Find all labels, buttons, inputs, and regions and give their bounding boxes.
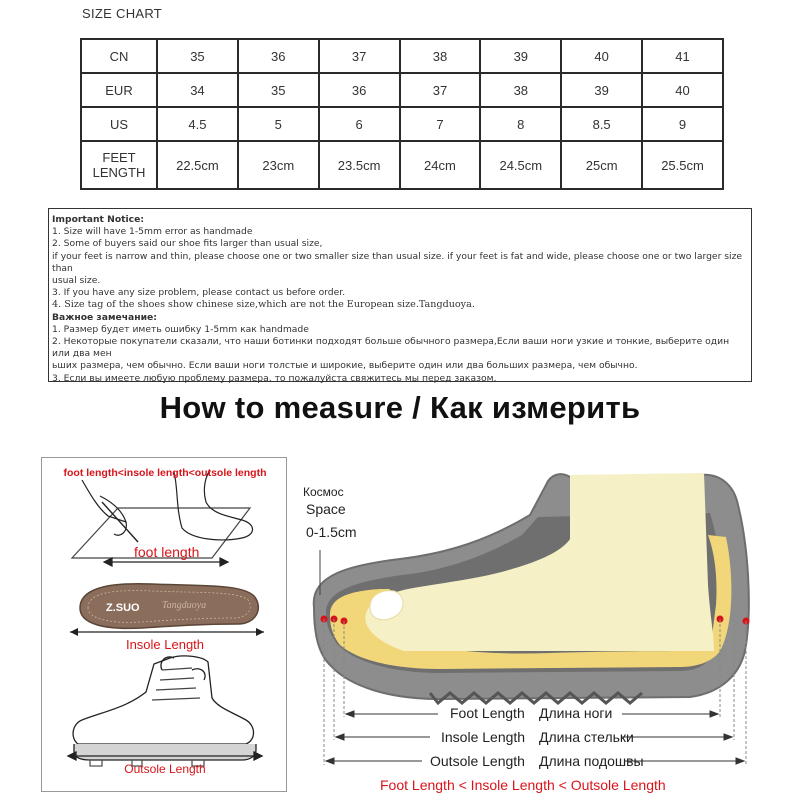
notice-line: 2. Некоторые покупатели сказали, что наши ботинки подходят больше обычного размера,Если ваши ноги узкие и тонкие, выберите один или два мен <box>52 336 730 360</box>
table-row <box>81 39 723 73</box>
row-header-line: LENGTH <box>92 165 146 180</box>
outsole-length-label-ru: Длина подошвы <box>539 753 644 769</box>
row-header: CN <box>81 39 157 73</box>
length-formula: Foot Length < Insole Length < Outsole Length <box>380 777 666 793</box>
row-header: EUR <box>81 73 157 107</box>
table-cell: 39 <box>561 73 642 107</box>
insole-illustration <box>70 584 264 636</box>
notice-line: if your feet is narrow and thin, please choose one or two smaller size than usual size. if your feet is fat and wide, please choose one or two larger size than <box>52 250 743 274</box>
row-header: US <box>81 107 157 141</box>
table-cell: 24cm <box>400 141 481 189</box>
measurement-guide-panel <box>41 457 287 792</box>
table-cell: 22.5cm <box>157 141 238 189</box>
table-cell: 35 <box>238 73 319 107</box>
size-chart-table <box>80 38 724 190</box>
space-label-ru: Космос <box>303 485 344 499</box>
size-relation-caption: foot length<insole length<outsole length <box>63 467 267 479</box>
table-cell: 6 <box>319 107 400 141</box>
table-cell: 8.5 <box>561 107 642 141</box>
how-to-measure-heading: How to measure / Как измерить <box>159 390 641 425</box>
notice-line: 3. Если вы имеете любую проблему размера, то пожалуйста свяжитесь мы перед заказом. <box>52 372 497 384</box>
table-cell: 39 <box>480 39 561 73</box>
table-cell: 23cm <box>238 141 319 189</box>
table-cell: 8 <box>480 107 561 141</box>
foot-length-label-ru: Длина ноги <box>539 705 613 721</box>
table-cell: 9 <box>642 107 723 141</box>
table-cell: 38 <box>400 39 481 73</box>
table-cell: 7 <box>400 107 481 141</box>
table-cell: 37 <box>400 73 481 107</box>
table-cell: 34 <box>157 73 238 107</box>
space-label-en: Space <box>306 501 346 517</box>
table-cell: 41 <box>642 39 723 73</box>
shoe-cross-section-diagram <box>290 455 760 775</box>
important-notice-box <box>48 208 752 382</box>
table-row <box>81 107 723 141</box>
insole-brand-text: Tangduoya <box>162 600 207 611</box>
notice-line: 3. If you have any size problem, please contact us before order. <box>52 287 346 299</box>
table-cell: 36 <box>238 39 319 73</box>
table-row <box>81 141 723 189</box>
table-cell: 40 <box>561 39 642 73</box>
table-cell: 37 <box>319 39 400 73</box>
insole-length-label: Insole Length <box>125 637 205 652</box>
table-cell: 25.5cm <box>642 141 723 189</box>
table-row <box>81 73 723 107</box>
size-chart-title: SIZE CHART <box>82 6 163 21</box>
notice-line: ьших размера, чем обычно. Если ваши ноги толстые и широкие, выберите один или два больших размера, чем обычно. <box>52 360 638 372</box>
table-cell: 36 <box>319 73 400 107</box>
row-header <box>81 141 157 189</box>
table-cell: 4.5 <box>157 107 238 141</box>
foot-length-label-en: Foot Length <box>450 705 525 721</box>
measurement-arrows <box>326 711 744 764</box>
notice-line: 1. Size will have 1-5mm error as handmade <box>52 226 253 238</box>
insole-length-label-ru: Длина стельки <box>539 729 634 745</box>
notice-line: 1. Размер будет иметь ошибку 1-5mm как handmade <box>52 323 309 335</box>
table-cell: 23.5cm <box>319 141 400 189</box>
notice-line: 2. Some of buyers said our shoe fits larger than usual size, <box>52 238 323 250</box>
table-cell: 25cm <box>561 141 642 189</box>
table-cell: 35 <box>157 39 238 73</box>
table-cell: 24.5cm <box>480 141 561 189</box>
insole-logo-text: Z.SUO <box>106 602 140 614</box>
insole-length-label-en: Insole Length <box>441 729 526 745</box>
notice-heading-ru: Важное замечание: <box>52 311 157 323</box>
notice-line: usual size. <box>52 275 101 287</box>
space-value: 0-1.5cm <box>306 524 357 540</box>
boot-illustration <box>68 656 262 766</box>
table-cell: 40 <box>642 73 723 107</box>
table-cell: 38 <box>480 73 561 107</box>
outsole-length-label: Outsole Length <box>124 762 206 776</box>
foot-length-label: foot length <box>134 544 200 560</box>
notice-heading-en: Important Notice: <box>52 214 145 225</box>
outsole-length-label-en: Outsole Length <box>430 753 525 769</box>
row-header-line: FEET <box>102 150 136 165</box>
notice-line: 4. Size tag of the shoes show chinese size,which are not the European size.Tangduoya. <box>52 299 475 311</box>
measurement-illustrations <box>42 458 287 792</box>
table-cell: 5 <box>238 107 319 141</box>
